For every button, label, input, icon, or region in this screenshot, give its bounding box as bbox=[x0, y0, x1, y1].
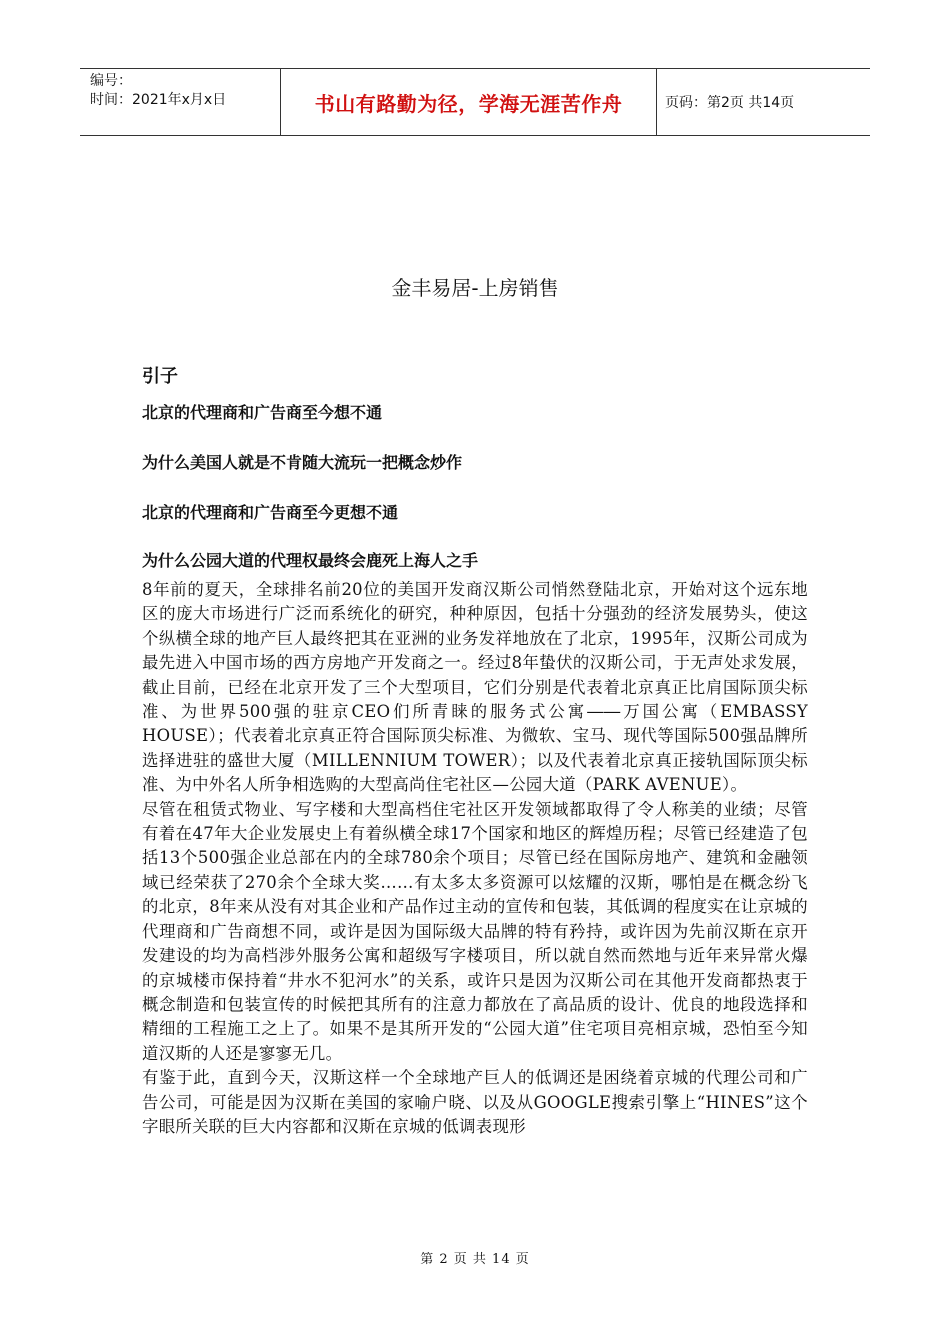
body-text bbox=[142, 578, 808, 1139]
header-meta bbox=[80, 69, 281, 135]
document-header bbox=[80, 68, 870, 136]
paragraph-1: 8年前的夏天，全球排名前20位的美国开发商汉斯公司悄然登陆北京，开始对这个远东地区的庞大市场进行广泛而系统化的研究，种种原因，包括十分强劲的经济发展势头，使这个纵横全球的地产巨人最终把其在亚洲的业务发祥地放在了北京，1995年，汉斯公司成为最先进入中国市场的西方房地产开发商之一。经过8年蛰伏的汉斯公司，于无声处求发展，截止目前，已经在北京开发了三个大型项目，它们分别是代表着北京真正比肩国际顶尖标准、为世界500强的驻京CEO们所青睐的服务式公寓――万国公寓（EMBASSY HOUSE）；代表着北京真正符合国际顶尖标准、为微软、宝马、现代等国际500强品牌所选择进驻的盛世大厦（MILLENNIUM TOWER）；以及代表着北京真正接轨国际顶尖标准、为中外名人所争相选购的大型高尚住宅社区—公园大道（PARK AVENUE）。 bbox=[142, 580, 808, 795]
document-title: 金丰易居-上房销售 bbox=[391, 276, 559, 300]
subheading-3: 北京的代理商和广告商至今更想不通 bbox=[142, 503, 399, 522]
number-label: 编号： bbox=[90, 73, 132, 89]
paragraph-2: 尽管在租赁式物业、写字楼和大型高档住宅社区开发领域都取得了令人称美的业绩；尽管有着在47年大企业发展史上有着纵横全球17个国家和地区的辉煌历程；尽管已经建造了包括13个500强企业总部在内的全球780余个项目；尽管已经在国际房地产、建筑和金融领域已经荣获了270余个全球大奖……有太多太多资源可以炫耀的汉斯，哪怕是在概念纷飞的北京，8年来从没有对其企业和产品作过主动的宣传和包装，其低调的程度实在让京城的代理商和广告商想不同，或许是因为国际级大品牌的特有矜持，或许因为先前汉斯在京开发建设的均为高档涉外服务公寓和超级写字楼项目，所以就自然而然地与近年来异常火爆的京城楼市保持着“井水不犯河水”的关系，或许只是因为汉斯公司在其他开发商都热衷于概念制造和包装宣传的时候把其所有的注意力都放在了高品质的设计、优良的地段选择和精细的工程施工之上了。如果不是其所开发的“公园大道”住宅项目亮相京城，恐怕至今知道汉斯的人还是寥寥无几。 bbox=[142, 799, 808, 1063]
subheading-1: 北京的代理商和广告商至今想不通 bbox=[142, 403, 383, 422]
date-label: 时间：2021年x月x日 bbox=[90, 92, 227, 108]
paragraph-3: 有鉴于此，直到今天，汉斯这样一个全球地产巨人的低调还是困绕着京城的代理公司和广告公司，可能是因为汉斯在美国的家喻户晓、以及从GOOGLE搜索引擎上“HINES”这个字眼所关联的巨大内容都和汉斯在京城的低调表现形 bbox=[142, 1068, 808, 1136]
section-heading: 引子 bbox=[142, 366, 178, 387]
subheading-2: 为什么美国人就是不肯随大流玩一把概念炒作 bbox=[142, 453, 463, 472]
header-page-info: 页码：第2页 共14页 bbox=[665, 95, 795, 111]
subheading-4: 为什么公园大道的代理权最终会鹿死上海人之手 bbox=[142, 551, 479, 570]
page-footer: 第 2 页 共 14 页 bbox=[420, 1252, 530, 1267]
header-motto: 书山有路勤为径，学海无涯苦作舟 bbox=[281, 69, 657, 135]
